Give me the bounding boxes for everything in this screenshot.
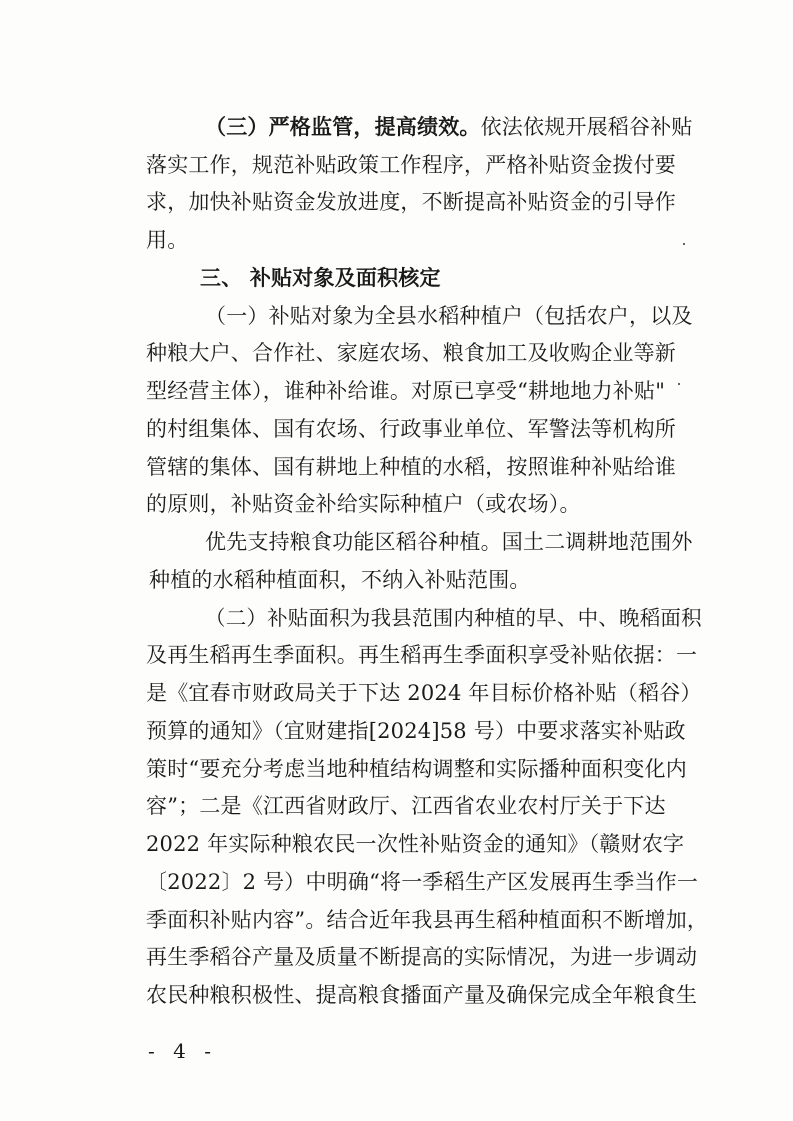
subsidy-area-line-11: 农民种粮积极性、提高粮食播面产量及确保完成全年粮食生 bbox=[146, 983, 698, 1007]
subsidy-area-line-5: 策时“要充分考虑当地种植结构调整和实际播种面积变化内 bbox=[146, 757, 687, 781]
paragraph-3-line-2: 落实工作，规范补贴政策工作程序，严格补贴资金拨付要 bbox=[146, 153, 676, 177]
subsidy-target-line-3: 型经营主体），谁种补给谁。对原已享受“耕地地力补贴" bbox=[146, 379, 666, 403]
priority-line-2: 种植的水稻种植面积，不纳入补贴范围。 bbox=[149, 568, 531, 592]
paragraph-3-label: （三）严格监管，提高绩效。 bbox=[205, 114, 481, 139]
subsidy-area-line-4: 预算的通知》（宜财建指[2024]58 号）中要求落实补贴政 bbox=[146, 719, 686, 743]
scan-speck bbox=[678, 383, 680, 385]
paragraph-3-line-3: 求，加快补贴资金发放进度，不断提高补贴资金的引导作 bbox=[146, 190, 676, 214]
subsidy-area-line-9: 季面积补贴内容”。结合近年我县再生稻种植面积不断增加， bbox=[146, 908, 709, 932]
subsidy-area-line-3: 是《宜春市财政局关于下达 2024 年目标价格补贴（稻谷） bbox=[146, 681, 702, 705]
scan-speck bbox=[683, 243, 685, 245]
subsidy-area-line-2: 及再生稻再生季面积。再生稻再生季面积享受补贴依据：一 bbox=[146, 643, 698, 667]
paragraph-3-text: 依法依规开展稻谷补贴 bbox=[480, 115, 693, 139]
subsidy-area-line-8: 〔2022〕2 号）中明确“将一季稻生产区发展再生季当作一 bbox=[146, 870, 699, 894]
subsidy-area-line-6: 容”；二是《江西省财政厅、江西省农业农村厅关于下达 bbox=[146, 794, 666, 818]
section-3-heading: 三、 补贴对象及面积核定 bbox=[200, 266, 441, 290]
subsidy-target-line-6: 的原则，补贴资金补给实际种植户（或农场）。 bbox=[146, 492, 581, 516]
subsidy-target-line-5: 管辖的集体、国有耕地上种植的水稻，按照谁种补贴给谁 bbox=[146, 455, 676, 479]
paragraph-3-line-1 bbox=[205, 112, 693, 142]
subsidy-area-line-10: 再生季稻谷产量及质量不断提高的实际情况，为进一步调动 bbox=[146, 945, 698, 969]
subsidy-area-line-7: 2022 年实际种粮农民一次性补贴资金的通知》（赣财农字 bbox=[146, 832, 685, 856]
subsidy-target-line-4: 的村组集体、国有农场、行政事业单位、军警法等机构所 bbox=[146, 417, 676, 441]
subsidy-target-line-1: （一）补贴对象为全县水稻种植户（包括农户，以及 bbox=[205, 304, 693, 328]
subsidy-target-line-2: 种粮大户、合作社、家庭农场、粮食加工及收购企业等新 bbox=[146, 341, 676, 365]
subsidy-area-line-1: （二）补贴面积为我县范围内种植的早、中、晚稻面积 bbox=[205, 606, 702, 630]
page-number: - 4 - bbox=[148, 1039, 217, 1063]
paragraph-3-line-4: 用。 bbox=[146, 228, 189, 252]
priority-line-1: 优先支持粮食功能区稻谷种植。国土二调耕地范围外 bbox=[205, 530, 693, 554]
